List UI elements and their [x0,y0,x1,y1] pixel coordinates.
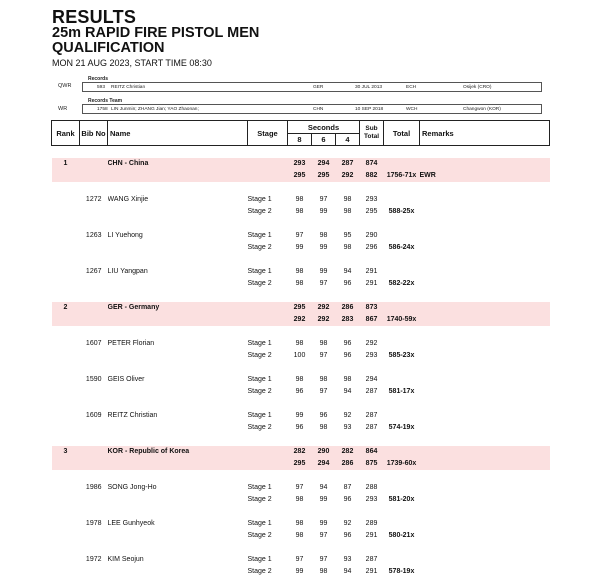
a-s2-8: 98 [295,208,304,215]
team-s1-sub: 874 [360,158,384,170]
athlete-bib: 1972 [85,556,102,563]
stage-label: Stage 1 [247,340,272,347]
team-s1-6: 292 [312,302,336,314]
team-rank: 3 [52,446,80,458]
a-s1-6: 98 [319,340,328,347]
athlete-row-stage2 [52,530,550,542]
col-sec-6: 6 [312,134,336,146]
a-s2-4: 93 [343,424,352,431]
team-s2-6: 295 [312,170,336,182]
athlete-name: GEIS Oliver [107,376,145,383]
athlete-row [52,338,550,350]
team-row [52,446,550,458]
team-row [52,302,550,314]
a-s2-4: 96 [343,352,352,359]
stage-label: Stage 2 [247,532,272,539]
team-s1-8: 282 [288,446,312,458]
wr-nation: CHN [313,106,324,112]
a-s2-8: 98 [295,532,304,539]
a-s2-sub: 291 [365,568,378,575]
team-s1-sub: 864 [360,446,384,458]
athlete-row [52,410,550,422]
team-s2-sub: 882 [360,170,384,182]
qwr-record-box [82,82,542,92]
a-s1-6: 99 [319,268,328,275]
stage-label: Stage 2 [247,244,272,251]
athlete-row-stage2 [52,494,550,506]
team-s2-4: 283 [336,314,360,326]
a-s1-sub: 291 [365,268,378,275]
athlete-total: 578-19x [388,568,415,575]
athlete-total: 588-25x [388,208,415,215]
team-s2-8: 295 [288,170,312,182]
team-s1-4: 282 [336,446,360,458]
athlete-name: KIM Seojun [107,556,144,563]
a-s2-6: 99 [319,244,328,251]
a-s2-6: 99 [319,208,328,215]
a-s1-4: 96 [343,340,352,347]
a-s1-4: 98 [343,196,352,203]
stage-label: Stage 1 [247,376,272,383]
athlete-row-stage2 [52,386,550,398]
a-s1-8: 98 [295,520,304,527]
col-stage: Stage [248,121,288,146]
results-table [51,120,550,578]
athlete-row [52,518,550,530]
stage-label: Stage 1 [247,196,272,203]
a-s2-4: 96 [343,532,352,539]
qwr-date: 30 JUL 2013 [355,84,383,90]
a-s2-sub: 296 [365,244,378,251]
a-s1-8: 98 [295,376,304,383]
team-total: 1756-71x [384,170,420,182]
a-s1-sub: 290 [365,232,378,239]
team-s1-4: 286 [336,302,360,314]
stage-label: Stage 1 [247,556,272,563]
a-s2-sub: 291 [365,532,378,539]
a-s1-sub: 289 [365,520,378,527]
athlete-total: 574-19x [388,424,415,431]
page-title: RESULTS [52,7,137,27]
athlete-bib: 1263 [85,232,102,239]
qwr-place: Osijek (CRO) [463,84,492,90]
stage-label: Stage 2 [247,388,272,395]
wr-place: Changwon (KOR) [463,106,501,112]
wr-date: 10 SEP 2018 [355,106,384,112]
a-s2-sub: 287 [365,388,378,395]
athlete-name: SONG Jong-Ho [107,484,157,491]
team-s1-sub: 873 [360,302,384,314]
wr-bib: 1758 [97,106,108,112]
stage-label: Stage 2 [247,280,272,287]
a-s1-sub: 293 [365,196,378,203]
athlete-name: LI Yuehong [107,232,143,239]
team-row-stage2 [52,458,550,470]
wr-name: LIN Junmin; ZHANG Jian; YAO Zhaonan; [111,106,199,112]
a-s2-8: 100 [293,352,306,359]
athlete-name: LEE Gunhyeok [107,520,155,527]
records-team-label: Records Team [88,98,123,104]
a-s2-8: 99 [295,568,304,575]
a-s2-6: 98 [319,568,328,575]
athlete-row [52,554,550,566]
qwr-tag: QWR [58,83,72,89]
a-s1-8: 98 [295,268,304,275]
a-s1-4: 95 [343,232,352,239]
team-s1-8: 293 [288,158,312,170]
a-s2-4: 96 [343,280,352,287]
event-datetime: MON 21 AUG 2023, START TIME 08:30 [52,58,212,68]
athlete-row [52,374,550,386]
a-s1-6: 97 [319,196,328,203]
a-s1-sub: 292 [365,340,378,347]
team-s2-sub: 875 [360,458,384,470]
phase-name: QUALIFICATION [52,40,165,56]
athlete-row-stage2 [52,242,550,254]
team-remarks [420,314,550,326]
a-s2-6: 99 [319,496,328,503]
athlete-total: 586-24x [388,244,415,251]
athlete-row [52,230,550,242]
athlete-row [52,194,550,206]
wr-champ: WCH [406,106,418,112]
stage-label: Stage 1 [247,232,272,239]
team-name: KOR - Republic of Korea [108,446,248,458]
event-name: 25m RAPID FIRE PISTOL MEN [52,25,260,41]
col-sec-4: 4 [336,134,360,146]
athlete-row-stage2 [52,278,550,290]
a-s1-6: 98 [319,376,328,383]
athlete-row-stage2 [52,350,550,362]
a-s1-4: 93 [343,556,352,563]
a-s1-8: 98 [295,196,304,203]
team-row [52,158,550,170]
athlete-total: 582-22x [388,280,415,287]
athlete-row-stage2 [52,422,550,434]
athlete-row-stage2 [52,206,550,218]
athlete-bib: 1590 [85,376,102,383]
team-s2-sub: 867 [360,314,384,326]
a-s2-6: 97 [319,532,328,539]
a-s1-sub: 294 [365,376,378,383]
a-s1-8: 99 [295,412,304,419]
col-subtotal: Sub Total [360,121,384,146]
a-s2-sub: 287 [365,424,378,431]
athlete-bib: 1267 [85,268,102,275]
stage-label: Stage 2 [247,424,272,431]
athlete-bib: 1607 [85,340,102,347]
team-rank: 2 [52,302,80,314]
athlete-bib: 1609 [85,412,102,419]
a-s2-8: 98 [295,280,304,287]
col-remarks: Remarks [420,121,550,146]
team-s2-6: 292 [312,314,336,326]
stage-label: Stage 1 [247,520,272,527]
col-rank: Rank [52,121,80,146]
team-s1-4: 287 [336,158,360,170]
a-s2-4: 98 [343,208,352,215]
athlete-name: LIU Yangpan [107,268,148,275]
athlete-bib: 1986 [85,484,102,491]
stage-label: Stage 1 [247,268,272,275]
a-s2-6: 97 [319,352,328,359]
team-s2-8: 295 [288,458,312,470]
a-s1-6: 94 [319,484,328,491]
qwr-bib: 593 [97,84,106,90]
team-s1-6: 290 [312,446,336,458]
team-name: CHN - China [108,158,248,170]
a-s1-6: 99 [319,520,328,527]
a-s2-8: 99 [295,244,304,251]
page-header [52,8,259,69]
a-s1-8: 98 [295,340,304,347]
a-s2-8: 98 [295,496,304,503]
a-s2-sub: 291 [365,280,378,287]
athlete-name: PETER Florian [107,340,155,347]
athlete-bib: 1978 [85,520,102,527]
a-s2-6: 98 [319,424,328,431]
col-name: Name [108,121,248,146]
a-s2-4: 98 [343,244,352,251]
a-s2-4: 96 [343,496,352,503]
team-s2-4: 286 [336,458,360,470]
team-remarks [420,458,550,470]
athlete-total: 581-17x [388,388,415,395]
a-s1-4: 92 [343,520,352,527]
athlete-name: WANG Xinjie [107,196,149,203]
stage-label: Stage 2 [247,568,272,575]
team-s2-8: 292 [288,314,312,326]
team-row-stage2 [52,170,550,182]
team-s1-8: 295 [288,302,312,314]
a-s1-6: 97 [319,556,328,563]
athlete-total: 580-21x [388,532,415,539]
col-seconds: Seconds [288,121,360,134]
stage-label: Stage 2 [247,352,272,359]
a-s1-sub: 287 [365,556,378,563]
wr-tag: WR [58,106,68,112]
a-s1-sub: 287 [365,412,378,419]
athlete-total: 585-23x [388,352,415,359]
a-s1-sub: 288 [365,484,378,491]
qwr-name: REITZ Christian [111,84,146,90]
col-sec-8: 8 [288,134,312,146]
a-s1-4: 98 [343,376,352,383]
a-s1-6: 98 [319,232,328,239]
athlete-row [52,482,550,494]
a-s2-6: 97 [319,280,328,287]
team-total: 1740-59x [384,314,420,326]
team-name: GER - Germany [108,302,248,314]
a-s2-4: 94 [343,568,352,575]
a-s2-4: 94 [343,388,352,395]
a-s1-4: 87 [343,484,352,491]
a-s1-8: 97 [295,232,304,239]
qwr-nation: GER [313,84,324,90]
a-s1-4: 92 [343,412,352,419]
a-s2-sub: 293 [365,352,378,359]
a-s2-sub: 295 [365,208,378,215]
wr-record-box [82,104,542,114]
team-total: 1739-60x [384,458,420,470]
athlete-name: REITZ Christian [107,412,158,419]
athlete-row [52,266,550,278]
records-label: Records [88,76,109,82]
col-bib: Bib No [80,121,108,146]
a-s1-8: 97 [295,556,304,563]
a-s1-6: 96 [319,412,328,419]
team-s2-6: 294 [312,458,336,470]
stage-label: Stage 1 [247,412,272,419]
a-s2-6: 97 [319,388,328,395]
athlete-bib: 1272 [85,196,102,203]
athlete-row-stage2 [52,566,550,578]
col-total: Total [384,121,420,146]
team-row-stage2 [52,314,550,326]
a-s1-4: 94 [343,268,352,275]
athlete-total: 581-20x [388,496,415,503]
a-s1-8: 97 [295,484,304,491]
team-remarks: EWR [420,170,550,182]
team-s1-6: 294 [312,158,336,170]
a-s2-sub: 293 [365,496,378,503]
team-s2-4: 292 [336,170,360,182]
stage-label: Stage 2 [247,496,272,503]
stage-label: Stage 2 [247,208,272,215]
qwr-champ: ECH [406,84,417,90]
a-s2-8: 96 [295,424,304,431]
a-s2-8: 96 [295,388,304,395]
stage-label: Stage 1 [247,484,272,491]
team-rank: 1 [52,158,80,170]
